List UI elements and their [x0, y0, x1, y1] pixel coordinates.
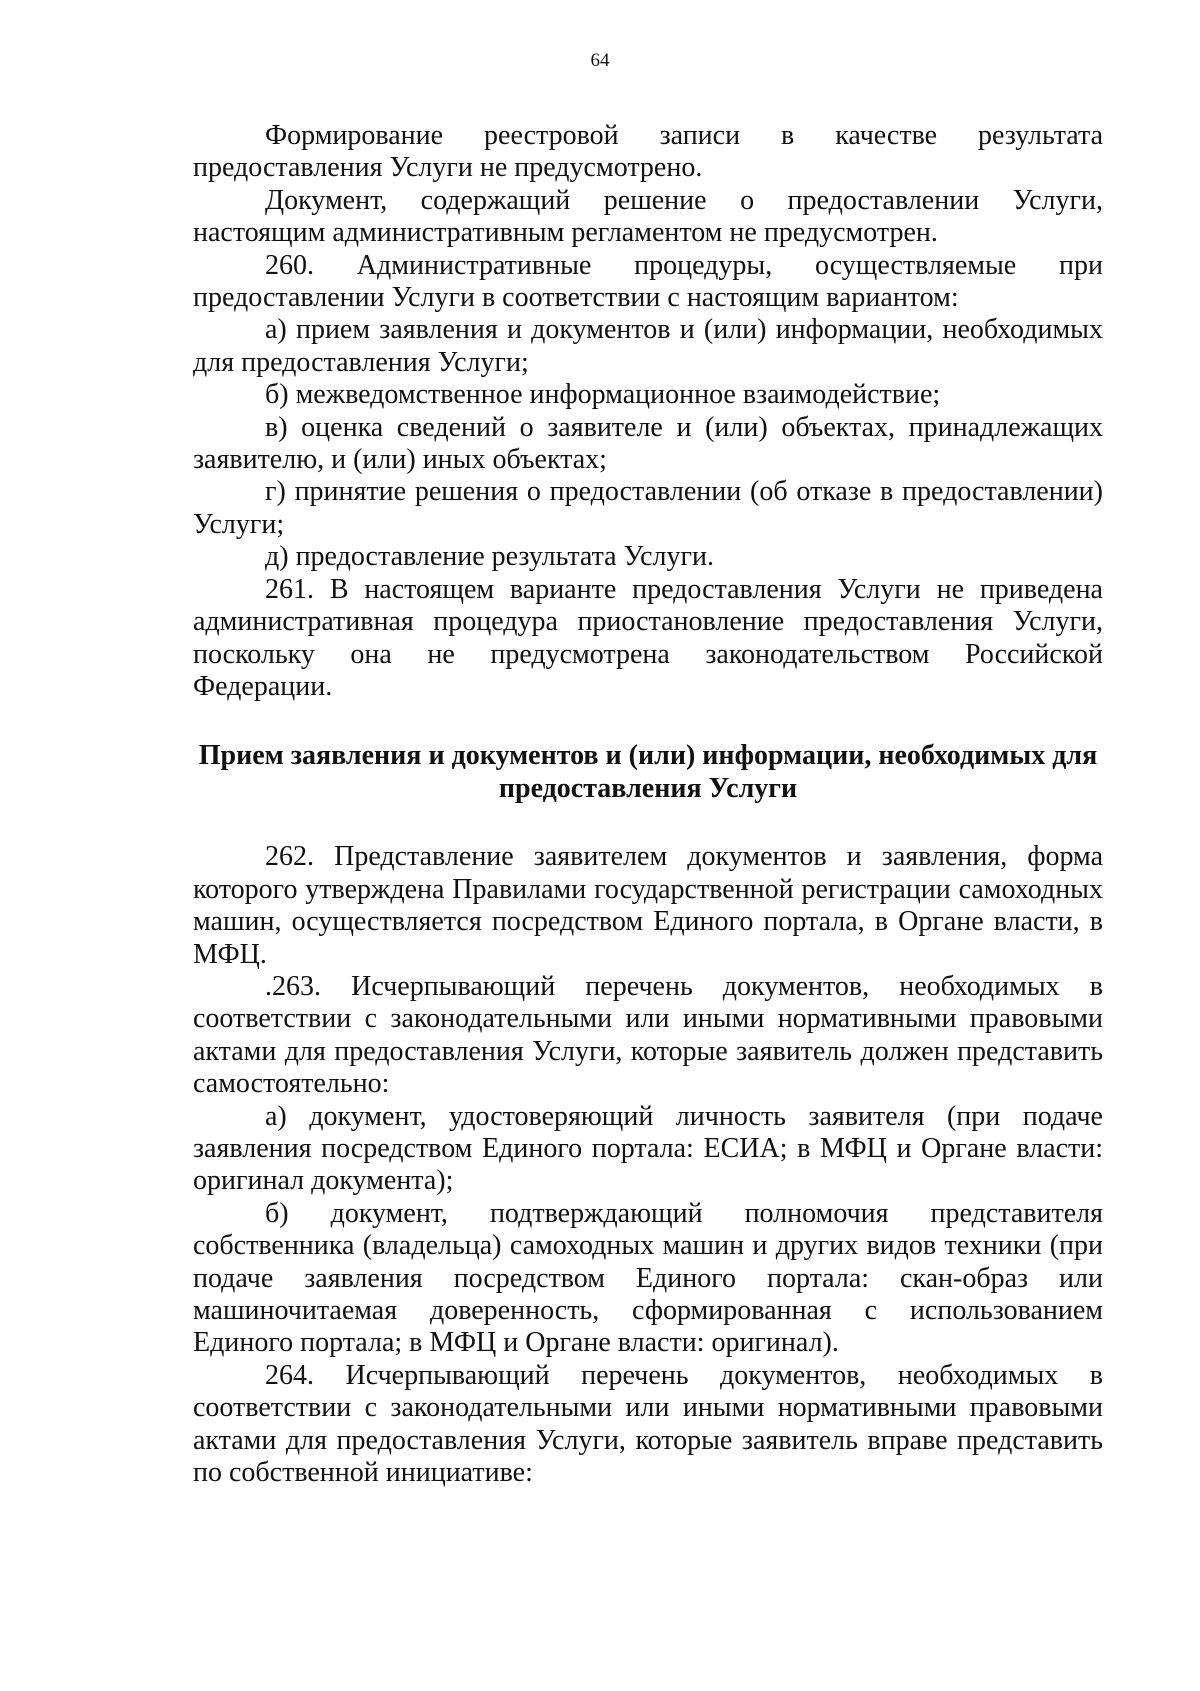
- page-number: 64: [590, 50, 610, 71]
- section-heading: Прием заявления и документов и (или) информации, необходимых для предоставления Услуги: [198, 740, 1098, 805]
- paragraph-262: 262. Представление заявителем документов и заявления, форма которого утверждена Правилами государственной регистрации самоходных машин, осуществляется посредством Единого портала, в Органе власти, в МФЦ.: [193, 841, 1103, 970]
- document-body: [193, 120, 1103, 1489]
- list-item-g: г) принятие решения о предоставлении (об отказе в предоставлении) Услуги;: [193, 476, 1103, 540]
- list-item-b: б) межведомственное информационное взаимодействие;: [265, 379, 941, 411]
- paragraph-registry-record: Формирование реестровой записи в качестве результата предоставления Услуги не предусмотрено.: [193, 120, 1103, 184]
- paragraph-263: .263. Исчерпывающий перечень документов, необходимых в соответствии с законодательными или иными нормативными правовыми актами для предоставления Услуги, которые заявитель должен представить самостоятельно:: [193, 970, 1103, 1100]
- list-item-a: а) прием заявления и документов и (или) информации, необходимых для предоставления Услуги;: [193, 314, 1103, 378]
- paragraph-264: 264. Исчерпывающий перечень документов, необходимых в соответствии с законодательными или иными нормативными правовыми актами для предоставления Услуги, которые заявитель вправе представить по собственной инициативе:: [193, 1359, 1103, 1489]
- paragraph-decision-document: Документ, содержащий решение о предоставлении Услуги, настоящим административным регламентом не предусмотрен.: [193, 184, 1103, 249]
- paragraph-260: 260. Административные процедуры, осуществляемые при предоставлении Услуги в соответствии с настоящим вариантом:: [193, 249, 1103, 314]
- paragraph-263-item-b: б) документ, подтверждающий полномочия представителя собственника (владельца) самоходных машин и других видов техники (при подаче заявления посредством Единого портала: скан-образ или машиночитаемая доверенность, сформированная с использованием Единого портала; в МФЦ и Органе власти: оригинал).: [193, 1197, 1103, 1359]
- paragraph-261: 261. В настоящем варианте предоставления Услуги не приведена административная процедура приостановление предоставления Услуги, поскольку она не предусмотрена законодательством Российской Федерации.: [193, 573, 1103, 702]
- paragraph-263-item-a: а) документ, удостоверяющий личность заявителя (при подаче заявления посредством Единого портала: ЕСИА; в МФЦ и Органе власти: оригинал документа);: [193, 1100, 1103, 1197]
- list-item-v: в) оценка сведений о заявителе и (или) объектах, принадлежащих заявителю, и (или) иных объектах;: [193, 411, 1103, 476]
- list-item-d: д) предоставление результата Услуги.: [265, 541, 714, 573]
